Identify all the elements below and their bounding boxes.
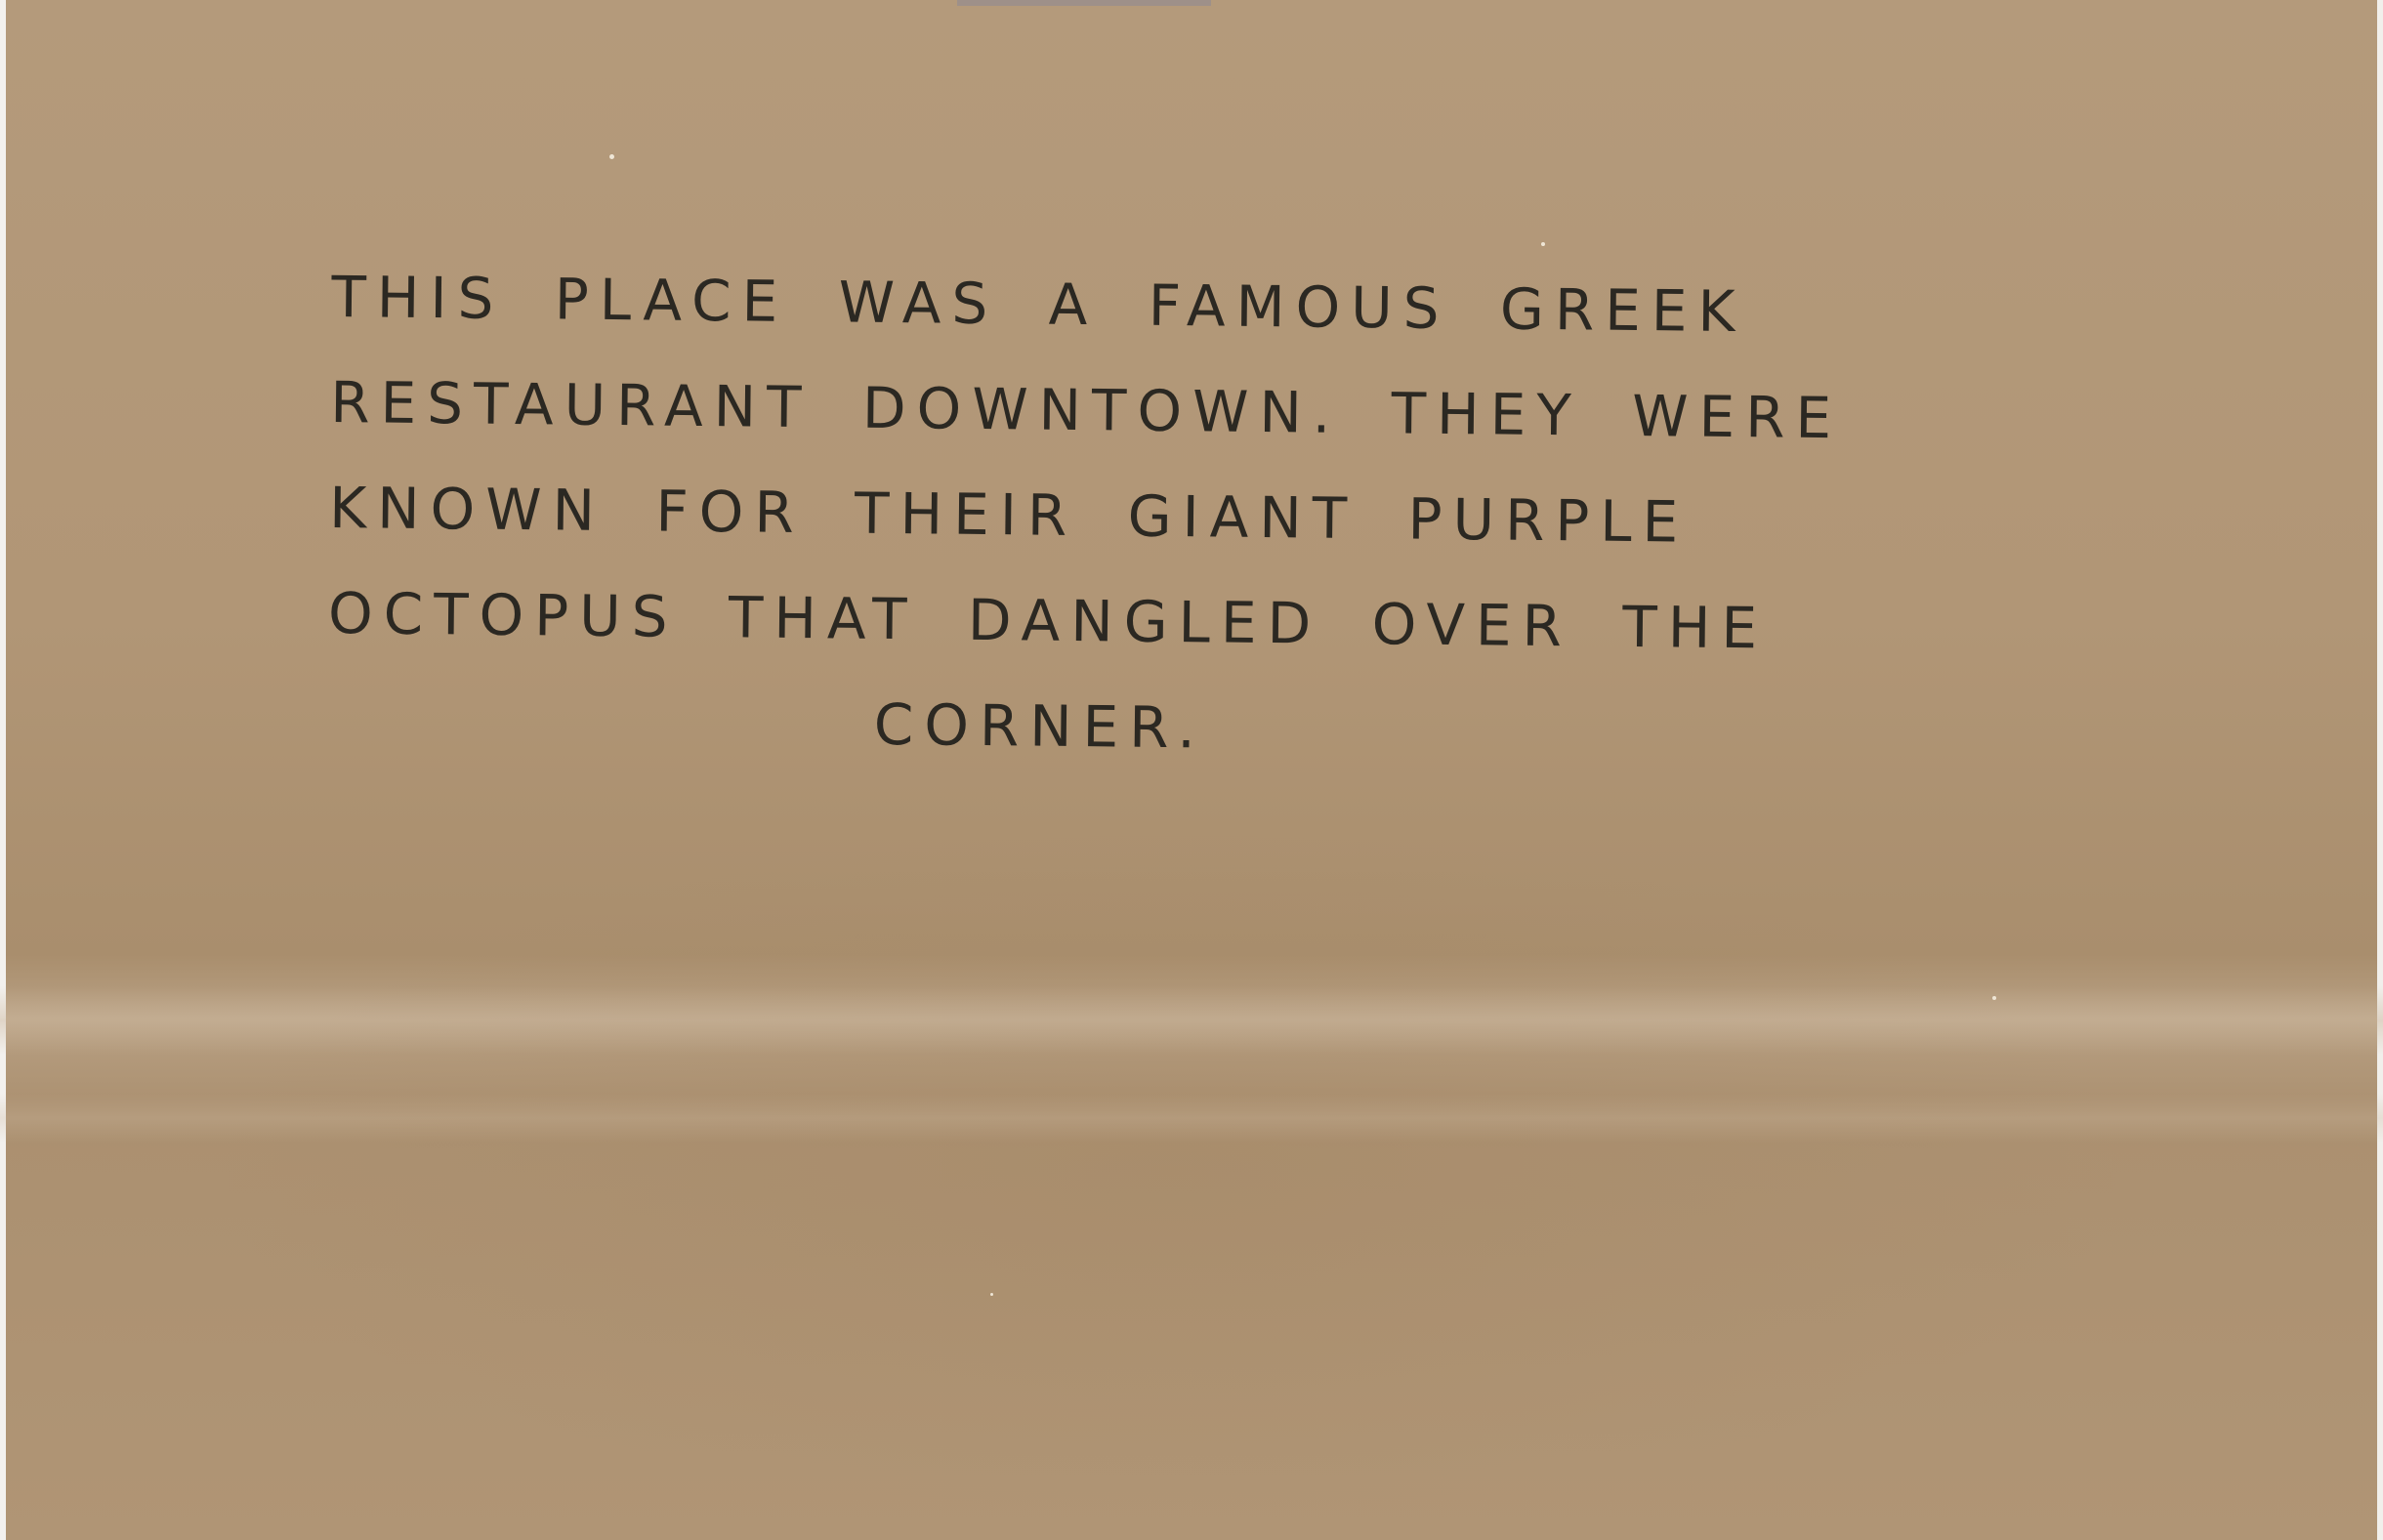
paper-crease	[0, 1094, 2383, 1143]
scan-edge-left	[0, 0, 6, 1540]
note-line: RESTAURANT DOWNTOWN. THEY WERE	[329, 368, 1843, 452]
scan-edge-top	[957, 0, 1211, 6]
paper-speck	[1541, 242, 1545, 246]
note-line: CORNER.	[873, 690, 1207, 762]
note-line: THIS PLACE WAS A FAMOUS GREEK	[331, 263, 1746, 346]
paper-speck	[1992, 996, 1996, 1000]
note-line: KNOWN FOR THEIR GIANT PURPLE	[328, 474, 1690, 556]
paper-speck	[990, 1293, 993, 1296]
handwritten-note	[326, 244, 1992, 789]
note-line: OCTOPUS THAT DANGLED OVER THE	[327, 579, 1769, 662]
scan-edge-right	[2377, 0, 2383, 1540]
paper-crease	[0, 986, 2383, 1055]
paper-speck	[609, 154, 614, 159]
